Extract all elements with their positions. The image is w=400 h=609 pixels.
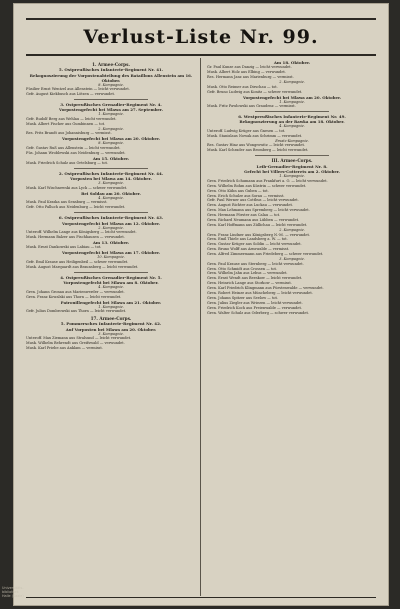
casualty-entry: Gefr. Gustav Ruß aus Allenstein — leicht verwundet. <box>26 145 121 150</box>
date-heading: Am 18. Oktober. <box>273 60 311 65</box>
casualty-entry: Gren. Erich Schulze aus Sorau — vermisst. <box>207 193 285 198</box>
page-title: Verlust-Liste Nr. 99. <box>83 26 319 48</box>
casualty-entry: Füs. Johann Wroblewski aus Neidenburg — verwundet. <box>26 150 126 155</box>
company-heading: 8. Kompagnie. <box>98 141 124 146</box>
casualty-entry: Musk. Wilhelm Behrendt aus Greifswald — verwundet. <box>26 341 125 346</box>
engagement-heading: Vorpostengefecht bei Mlawa am 27. September. <box>59 107 163 113</box>
casualty-entry: Unteroff. Wilhelm Lange aus Königsberg — leicht verwundet. <box>26 230 137 235</box>
casualty-entry: Gr. Paul Kunze aus Danzig — leicht verwundet. <box>207 65 292 70</box>
casualty-entry: Gren. Ernst Wendt aus Beeskow — leicht verwundet. <box>207 276 303 281</box>
engagement-heading: Vorpostengefecht bei Mlawa am 8. Oktober. <box>63 280 159 286</box>
section-rule <box>74 168 148 169</box>
casualty-entry: Gren. Walter Schulz aus Oderberg — schwer verwundet. <box>207 310 310 315</box>
casualty-entry: Musk. Ernst Dankowski aus Labiau — tot. <box>26 245 102 250</box>
corps-heading: 1. Armee-Corps. <box>92 61 130 67</box>
section-rule <box>74 272 148 273</box>
library-stamp <box>2 586 24 599</box>
right-column <box>207 60 377 594</box>
company-heading: 2. Kompagnie. <box>279 227 305 232</box>
header-top-rule <box>26 18 376 20</box>
casualty-entry: Gren. Robert Heinze aus Müncheberg — leicht verwundet. <box>207 291 313 296</box>
regiment-heading: 5. Ostpreußisches Infanterie-Regiment Nr. 41. <box>58 67 164 73</box>
casualty-entry: Gren. Otto Kühn aus Guben — tot. <box>207 188 269 193</box>
engagement-heading: Vorpostengefecht bei Mlawa am 20. Oktober. <box>243 94 341 100</box>
stamp-line: Halle (Saale) <box>2 594 24 599</box>
casualty-entry: Res. Hermann Janz aus Marienburg — vermisst. <box>207 75 294 80</box>
casualty-entry: Musk. Friedrich Schulz aus Ortelsburg — tot. <box>26 161 109 166</box>
casualty-entry: Gren. Wilhelm Bohm aus Küstrin — schwer verwundet. <box>207 183 307 188</box>
casualty-entry: Gefr. Rudolf Berg aus Wehlau — leicht verwundet. <box>26 116 117 121</box>
company-heading: Ersatz-Kompagnie. <box>275 138 309 143</box>
section-rule <box>255 155 329 156</box>
casualty-entry: Gren. Heinrich Lange aus Storkow — vermisst. <box>207 281 292 286</box>
company-heading: 2. Kompagnie. <box>279 80 305 85</box>
company-heading: 4. Kompagnie. <box>98 285 124 290</box>
company-heading: 2. Kompagnie. <box>98 225 124 230</box>
engagement-heading: Vorposten bei Mlawa am 14. Oktober. <box>70 176 152 182</box>
casualty-entry: Gren. Emil Thiele aus Landsberg a. W. — tot. <box>207 237 288 242</box>
company-heading: 1. Kompagnie. <box>98 304 124 309</box>
company-heading: 3. Kompagnie. <box>98 181 124 186</box>
engagement-heading: Gefecht bei Villers-Cotterets am 2. Oktober. <box>244 169 340 175</box>
casualty-entry: Gren. Max Lehmann aus Spremberg — leicht verwundet. <box>207 208 310 213</box>
regiment-heading: 5. Pommersches Infanterie-Regiment Nr. 42. <box>60 321 162 327</box>
date-heading: Am 13. Oktober. <box>92 240 130 246</box>
casualty-entry: Gren. Franz Lindner aus Königsberg N.-M. — verwundet. <box>207 232 311 237</box>
casualty-entry: Musk. Karl Priebe aus Anklam — vermisst. <box>26 346 103 350</box>
company-heading: 8. Kompagnie. <box>98 82 124 87</box>
footer-rule <box>26 597 376 598</box>
casualty-entry: Gren. Franz Kowalski aus Thorn — leicht verwundet. <box>26 294 122 299</box>
casualty-entry: Unteroff. Max Ziemann aus Stralsund — leicht verwundet. <box>26 336 132 341</box>
engagement-heading: Vorpostengefecht bei Mlawa am 17. Oktober. <box>62 250 160 256</box>
casualty-entry: Gefr. Otto Palluch aus Neidenburg — leicht verwundet. <box>26 205 126 210</box>
casualty-entry: Gren. Gustav Krüger aus Soldin — leicht verwundet. <box>207 242 302 247</box>
casualty-entry: Gefr. August Kiekbusch aus Lötzen — verwundet. <box>26 92 116 96</box>
casualty-entry: Gren. Alfred Zimmermann aus Friedeberg — schwer verwundet. <box>207 252 324 257</box>
casualty-entry: Unteroff. Ludwig Krüger aus Gnesen — tot. <box>207 129 286 134</box>
casualty-entry: Musk. Albert Fischer aus Gumbinnen — tot. <box>26 121 106 126</box>
casualty-entry: Füsilier Ernst Wentzel aus Allenstein — leicht verwundet. <box>26 87 130 92</box>
engagement-heading: Rekognoszierung der Vorpostenabteilung des Bataillons Allenstein am 16. Oktober. <box>29 72 193 83</box>
engagement-heading: Vorpostengefecht bei Mlawa am 20. Oktober. <box>62 136 160 142</box>
casualty-entry: Gren. Bruno Wolff aus Arnswalde — vermisst. <box>207 247 290 252</box>
casualty-entry: Gren. Paul Krause aus Sternberg — leicht verwundet. <box>207 261 304 266</box>
casualty-entry: Res. Gustav Hinz aus Wongrowitz — leicht verwundet. <box>207 143 306 148</box>
casualty-entry: Musk. Hermann Balzer aus Fischhausen — verwundet. <box>26 235 125 240</box>
company-heading: 1. Kompagnie. <box>279 174 305 179</box>
regiment-heading: Leib-Grenadier-Regiment Nr. 8. <box>256 163 328 169</box>
company-heading: 3. Kompagnie. <box>98 331 124 336</box>
casualty-entry: Musk. Stanislaus Nowak aus Schrimm — verwundet. <box>207 133 303 138</box>
company-heading: 4. Kompagnie. <box>279 124 305 129</box>
casualty-entry: Gren. Johann Gronau aus Marienwerder — verwundet. <box>26 289 125 294</box>
casualty-entry: Gren. Friedrich Koch aus Freienwalde — verwundet. <box>207 305 303 310</box>
casualty-entry: Gren. Julius Ziegler aus Wriezen — leicht verwundet. <box>207 300 303 305</box>
regiment-heading: 6. Westpreußisches Infanterie-Regiment Nr. 49. <box>238 114 346 120</box>
casualty-entry: Gren. Wilhelm Jahn aus Lebus — verwundet. <box>207 271 288 276</box>
company-heading: 4. Kompagnie. <box>98 195 124 200</box>
casualty-entry: Gren. Johann Spitzer aus Seelow — tot. <box>207 295 279 300</box>
casualty-entry: Gefr. Julius Dombrowski aus Thorn — leicht verwundet. <box>26 309 127 314</box>
engagement-heading: Auf Vorposten bei Mlawa am 20. Oktober. <box>65 326 157 332</box>
column-divider <box>200 58 201 596</box>
casualty-entry: Gefr. Emil Krause aus Heiligenbeil — schwer verwundet. <box>26 259 129 264</box>
casualty-entry: Gren. Richard Neumann aus Lübben — verwundet. <box>207 218 300 223</box>
header-bottom-rule <box>26 54 376 56</box>
regiment-heading: 6. Ostpreußisches Infanterie-Regiment Nr. 43. <box>58 215 164 221</box>
date-heading: Am 15. Oktober. <box>92 155 130 161</box>
casualty-entry: Res. Fritz Brandt aus Johannisburg — vermisst. <box>26 131 112 136</box>
casualty-entry: Gren. August Richter aus Luckau — verwundet. <box>207 203 294 208</box>
casualty-entry: Gefr. Bruno Ludwig aus Konitz — schwer verwundet. <box>207 89 303 94</box>
regiment-heading: 3. Ostpreußisches Grenadier-Regiment Nr. 4. <box>60 101 162 107</box>
company-heading: 2. Kompagnie. <box>98 126 124 131</box>
casualty-entry: Musk. Fritz Pawlowski aus Graudenz — vermisst. <box>207 104 296 109</box>
casualty-entry: Gren. Karl Hoffmann aus Züllichau — leicht verwundet. <box>207 223 308 227</box>
engagement-heading: Rekognoszierung an der Rawka am 18. Oktober. <box>239 119 345 125</box>
section-rule <box>74 212 148 213</box>
company-heading: 1. Kompagnie. <box>279 99 305 104</box>
casualty-entry: Gren. Hermann Förster aus Calau — tot. <box>207 213 281 218</box>
casualty-entry: Gefr. Paul Werner aus Cottbus — leicht verwundet. <box>207 198 299 203</box>
regiment-heading: 2. Ostpreußisches Infanterie-Regiment Nr. 44. <box>58 170 164 176</box>
company-heading: 10. Kompagnie. <box>97 255 125 260</box>
casualty-entry: Gren. Karl Friedrich Klingmann aus Fürstenwalde — verwundet. <box>207 286 324 291</box>
engagement-heading: Patrouillengefecht bei Mlawa am 21. Oktober. <box>60 299 162 305</box>
corps-heading: 17. Armee-Corps. <box>90 315 132 321</box>
company-heading: 1. Kompagnie. <box>98 112 124 117</box>
stamp-line: bibliothek <box>2 590 19 595</box>
casualty-entry: Musk. Paul Kraska aus Sensburg — vermisst. <box>26 200 108 205</box>
section-rule <box>255 111 329 112</box>
casualty-entry: Musk. Albert Holz aus Elbing — verwundet. <box>207 70 286 75</box>
casualty-entry: Gren. Otto Schmidt aus Crossen — tot. <box>207 266 278 271</box>
regiment-heading: 4. Ostpreußisches Grenadier-Regiment Nr. 5. <box>60 274 162 280</box>
left-column <box>26 60 196 594</box>
stamp-line: Universitäts- <box>2 586 24 590</box>
corps-heading: III. Armee-Corps. <box>271 158 313 164</box>
casualty-entry: Musk. Otto Reimer aus Dirschau — tot. <box>207 84 278 89</box>
casualty-entry: Musk. August Marquardt aus Braunsberg — leicht verwundet. <box>26 264 139 269</box>
newspaper-page <box>14 4 388 605</box>
casualty-entry: Musk. Karl Schrader aus Bromberg — leicht verwundet. <box>207 148 309 153</box>
casualty-entry: Gren. Friedrich Schumann aus Frankfurt a. O. — leicht verwundet. <box>207 178 328 183</box>
section-rule <box>74 99 148 100</box>
engagement-heading: Vorpostengefecht bei Mlawa am 12. Oktober. <box>62 220 160 226</box>
company-heading: 3. Kompagnie. <box>279 257 305 262</box>
engagement-heading: Bei Soldau am 20. Oktober. <box>81 190 141 196</box>
casualty-entry: Musk. Karl Wischnewski aus Lyck — schwer verwundet. <box>26 185 128 190</box>
